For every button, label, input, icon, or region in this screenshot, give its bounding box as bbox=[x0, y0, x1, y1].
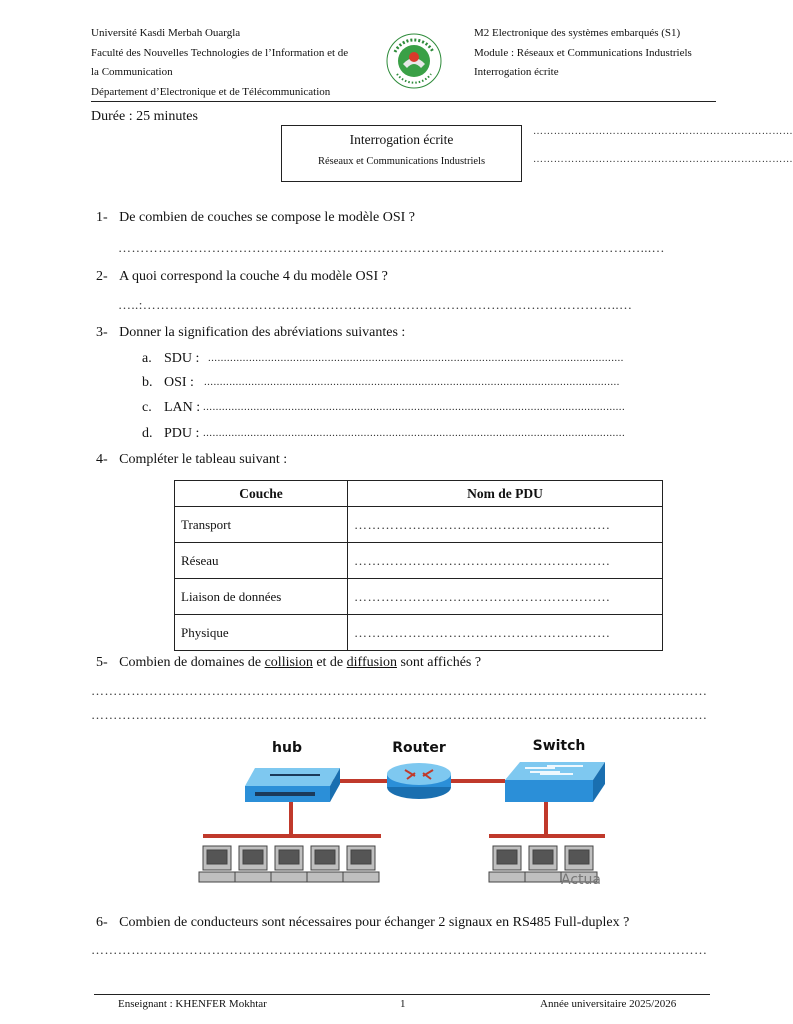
title-box-subtitle: Réseaux et Communications Industriels bbox=[317, 156, 486, 167]
question-4-number: 4- bbox=[96, 452, 108, 467]
question-1-number: 1- bbox=[96, 210, 108, 225]
table-row bbox=[175, 615, 663, 651]
question-5-collision: collision bbox=[264, 655, 313, 670]
abbrev-letter: c. bbox=[142, 400, 152, 415]
question-4-text: Compléter le tableau suivant : bbox=[119, 452, 288, 467]
header-department: Département d’Electronique et de Télécommunication bbox=[91, 85, 331, 98]
table-row bbox=[175, 579, 663, 615]
diagram-watermark: Actua bbox=[561, 872, 601, 888]
name-line-1[interactable]: ………………………………………………………………… bbox=[533, 126, 793, 137]
question-5 bbox=[96, 655, 481, 671]
abbrev-answer[interactable]: ...................................................................................................................................... bbox=[203, 427, 626, 439]
switch-icon bbox=[505, 762, 605, 802]
switch-label: Switch bbox=[532, 738, 586, 754]
university-logo bbox=[385, 32, 443, 90]
question-3-number: 3- bbox=[96, 325, 108, 340]
pdu-table bbox=[174, 480, 663, 651]
title-box bbox=[281, 125, 522, 182]
abbrev-label: SDU : bbox=[164, 351, 200, 366]
header-program: M2 Electronique des systèmes embarqués (S1) bbox=[474, 27, 681, 39]
abbrev-item-sdu bbox=[142, 351, 702, 367]
network-diagram bbox=[195, 732, 615, 894]
answer-1[interactable]: ………………………………………………………………………………………………………...… bbox=[118, 240, 665, 255]
table-cell-pdu[interactable]: ………………………………………………… bbox=[348, 543, 663, 579]
table-header-layer: Couche bbox=[175, 481, 348, 507]
table-row bbox=[175, 507, 663, 543]
footer-divider bbox=[94, 994, 710, 995]
question-1-text: De combien de couches se compose le modèle OSI ? bbox=[119, 210, 416, 225]
table-cell-pdu[interactable]: ………………………………………………… bbox=[348, 579, 663, 615]
footer-year: Année universitaire 2025/2026 bbox=[540, 998, 677, 1010]
hub-label: hub bbox=[272, 740, 302, 756]
question-2-number: 2- bbox=[96, 269, 108, 284]
question-2-text: A quoi correspond la couche 4 du modèle OSI ? bbox=[119, 269, 388, 284]
header-faculty: Faculté des Nouvelles Technologies de l’Information et de bbox=[91, 46, 349, 59]
abbrev-label: OSI : bbox=[164, 375, 194, 390]
question-5-number: 5- bbox=[96, 655, 108, 670]
question-1 bbox=[96, 210, 415, 226]
answer-5-line-2[interactable]: ………………………………………………………………………………………………………………………… bbox=[91, 707, 708, 722]
abbrev-answer[interactable]: .................................................................................................................................... bbox=[204, 376, 620, 388]
abbrev-label: PDU : bbox=[164, 426, 200, 441]
table-cell-layer: Liaison de données bbox=[175, 579, 348, 615]
table-header-pdu: Nom de PDU bbox=[348, 481, 663, 507]
answer-5-line-1[interactable]: ………………………………………………………………………………………………………………………… bbox=[91, 683, 708, 698]
table-cell-layer: Transport bbox=[175, 507, 348, 543]
table-cell-pdu[interactable]: ………………………………………………… bbox=[348, 615, 663, 651]
question-6 bbox=[96, 915, 629, 931]
question-3 bbox=[96, 325, 405, 341]
header-exam-type: Interrogation écrite bbox=[474, 66, 559, 78]
answer-2[interactable]: …..:……………………………………………………………………………………………..… bbox=[118, 297, 633, 312]
hub-icon bbox=[245, 768, 340, 802]
table-cell-layer: Physique bbox=[175, 615, 348, 651]
table-header-row bbox=[175, 481, 663, 507]
abbrev-answer[interactable]: ...................................................................................................................................... bbox=[203, 401, 626, 413]
question-5-text-before: Combien de domaines de bbox=[119, 655, 265, 670]
header-divider bbox=[91, 101, 716, 102]
table-row bbox=[175, 543, 663, 579]
header-institution bbox=[91, 24, 381, 102]
hub-computers bbox=[199, 846, 379, 882]
abbrev-letter: a. bbox=[142, 351, 152, 366]
header-faculty-cont: la Communication bbox=[91, 66, 173, 78]
footer-page-number: 1 bbox=[400, 998, 406, 1010]
abbrev-item-lan bbox=[142, 400, 702, 416]
question-5-text-mid: et de bbox=[312, 655, 347, 670]
footer-teacher: Enseignant : KHENFER Mokhtar bbox=[118, 998, 267, 1010]
abbrev-item-osi bbox=[142, 375, 702, 391]
question-3-text: Donner la signification des abréviations suivantes : bbox=[119, 325, 406, 340]
header-university: Université Kasdi Merbah Ouargla bbox=[91, 27, 241, 39]
question-6-text: Combien de conducteurs sont nécessaires pour échanger 2 signaux en RS485 Full-duplex ? bbox=[119, 915, 630, 930]
question-4 bbox=[96, 452, 287, 468]
duration: Durée : 25 minutes bbox=[91, 109, 198, 124]
name-line-2[interactable]: ………………………………………………………………… bbox=[533, 154, 793, 165]
question-5-text-after: sont affichés ? bbox=[396, 655, 482, 670]
header-course-info bbox=[474, 24, 734, 83]
abbrev-item-pdu bbox=[142, 426, 702, 442]
question-5-diffusion: diffusion bbox=[346, 655, 397, 670]
table-cell-pdu[interactable]: ………………………………………………… bbox=[348, 507, 663, 543]
abbrev-letter: d. bbox=[142, 426, 153, 441]
question-2 bbox=[96, 269, 388, 285]
router-label: Router bbox=[392, 740, 446, 756]
table-cell-layer: Réseau bbox=[175, 543, 348, 579]
abbrev-answer[interactable]: .................................................................................................................................... bbox=[208, 352, 624, 364]
answer-6[interactable]: ………………………………………………………………………………………………………………………… bbox=[91, 942, 708, 957]
title-box-title: Interrogation écrite bbox=[349, 132, 454, 147]
abbrev-letter: b. bbox=[142, 375, 153, 390]
router-icon bbox=[387, 763, 451, 799]
abbrev-label: LAN : bbox=[164, 400, 201, 415]
header-module: Module : Réseaux et Communications Industriels bbox=[474, 46, 692, 59]
question-6-number: 6- bbox=[96, 915, 108, 930]
